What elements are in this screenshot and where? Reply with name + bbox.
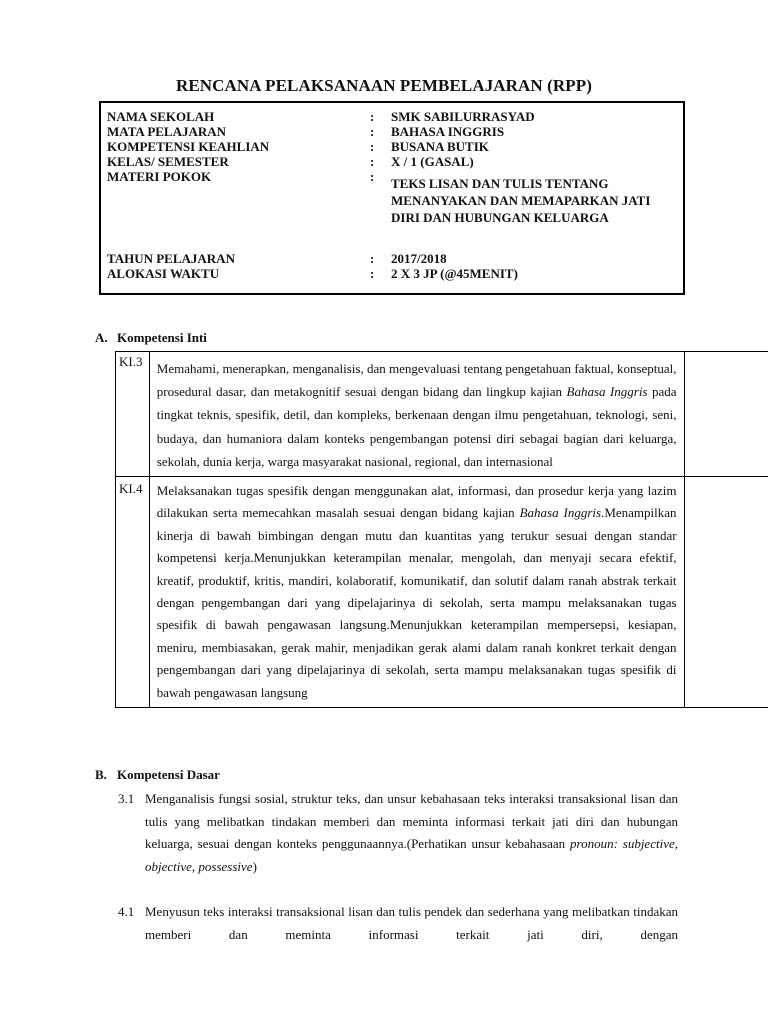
- identity-colon: :: [370, 266, 375, 281]
- identity-colon: :: [370, 139, 375, 154]
- ki-text: [149, 352, 684, 477]
- section-b-heading: [95, 767, 220, 783]
- section-letter: B.: [95, 767, 107, 782]
- basic-competency-item: [118, 788, 678, 878]
- kd-number: 4.1: [118, 904, 135, 919]
- identity-value: 2 X 3 JP (@45MENIT): [391, 266, 518, 281]
- identity-value: TEKS LISAN DAN TULIS TENTANG MENANYAKAN DAN MEMAPARKAN JATI DIRI DAN HUBUNGAN KELUARGA: [391, 176, 651, 225]
- kd-text-part: ): [252, 858, 257, 874]
- identity-label: NAMA SEKOLAH: [107, 109, 215, 124]
- identity-value: 2017/2018: [391, 251, 447, 266]
- kd-text-italic: pronoun: subjective, objective, possessive: [145, 836, 678, 874]
- ki-text-part: .Menampilkan kinerja di bawah bimbingan dengan mutu dan kuantitas yang terukur sesuai dengan standar kompetensi kerja.Menunjukkan keterampilan menalar, mengolah, dan menyaji secara efektif, kreatif, produktif, kritis, mandiri, kolaboratif, komunikatif, dan solutif dalam ranah abstrak terkait dengan pengembangan dari yang dipelajarinya di sekolah, serta mampu melaksanakan tugas spesifik di bawah pengawasan langsung.Menunjukkan keterampilan mempersepsi, kesiapan, meniru, membiasakan, gerak mahir, menjadikan gerak alami dalam ranah konkret terkait dengan pengembangan dari yang dipelajarinya di sekolah, serta mampu melaksanakan tugas spesifik di bawah pengawasan langsung: [156, 505, 677, 700]
- kd-number: 3.1: [118, 791, 135, 806]
- ki-text-italic: Bahasa Inggris: [566, 384, 648, 400]
- basic-competency-item: [118, 901, 678, 946]
- identity-label: ALOKASI WAKTU: [107, 266, 220, 281]
- ki-text-part: Memahami, menerapkan, menganalisis, dan mengevaluasi tentang pengetahuan faktual, konseptual, prosedural dasar, dan metakognitif sesuai dengan bidang dan lingkup kajian: [156, 361, 677, 400]
- ki-text-part: Melaksanakan tugas spesifik dengan menggunakan alat, informasi, dan prosedur kerja yang lazim dilakukan serta memecahkan masalah sesuai dengan bidang kajian: [156, 483, 677, 521]
- core-competency-table: [115, 351, 768, 708]
- identity-label: TAHUN PELAJARAN: [107, 251, 235, 266]
- section-title: Kompetensi Dasar: [117, 767, 220, 782]
- kd-text-part: Menyusun teks interaksi transaksional lisan dan tulis pendek dan sederhana yang melibatkan tindakan memberi dan meminta informasi terkait jati diri, dengan: [145, 904, 678, 942]
- identity-label: KELAS/ SEMESTER: [107, 154, 229, 169]
- table-row: [116, 352, 768, 477]
- kd-text: [145, 901, 678, 946]
- ki-text-part: pada tingkat teknis, spesifik, detil, dan kompleks, berkenaan dengan ilmu pengetahuan, teknologi, seni, budaya, dan humaniora dalam konteks pengembangan potensi diri sebagai bagian dari keluarga, sekolah, dunia kerja, warga masyarakat nasional, regional, dan internasional: [156, 384, 677, 469]
- identity-box: [99, 101, 685, 295]
- table-row: [116, 477, 768, 708]
- section-letter: A.: [95, 330, 108, 345]
- document-title: RENCANA PELAKSANAAN PEMBELAJARAN (RPP): [175, 76, 593, 95]
- identity-label: MATA PELAJARAN: [107, 124, 227, 139]
- empty-cell: [684, 352, 768, 477]
- identity-colon: :: [370, 169, 375, 184]
- empty-cell: [684, 477, 768, 708]
- identity-colon: :: [370, 109, 375, 124]
- identity-value: BUSANA BUTIK: [391, 139, 489, 154]
- ki-text: [149, 477, 684, 708]
- kd-text-part: Menganalisis fungsi sosial, struktur teks, dan unsur kebahasaan teks interaksi transaksional lisan dan tulis yang melibatkan tindakan memberi dan meminta informasi terkait jati diri dan hubungan keluarga, sesuai dengan konteks penggunaannya.(Perhatikan unsur kebahasaan: [145, 791, 678, 851]
- identity-colon: :: [370, 251, 375, 266]
- ki-code: KI.4: [116, 477, 150, 708]
- kd-text: [145, 788, 678, 878]
- identity-label: KOMPETENSI KEAHLIAN: [107, 139, 270, 154]
- ki-text-italic: Bahasa Inggris: [519, 505, 602, 521]
- identity-colon: :: [370, 154, 375, 169]
- identity-value: BAHASA INGGRIS: [391, 124, 505, 139]
- ki-code: KI.3: [116, 352, 150, 477]
- identity-value: SMK SABILURRASYAD: [391, 109, 535, 124]
- identity-value: X / 1 (GASAL): [391, 154, 474, 169]
- section-a-heading: [95, 330, 207, 346]
- identity-colon: :: [370, 124, 375, 139]
- section-title: Kompetensi Inti: [117, 330, 207, 345]
- identity-label: MATERI POKOK: [107, 169, 212, 184]
